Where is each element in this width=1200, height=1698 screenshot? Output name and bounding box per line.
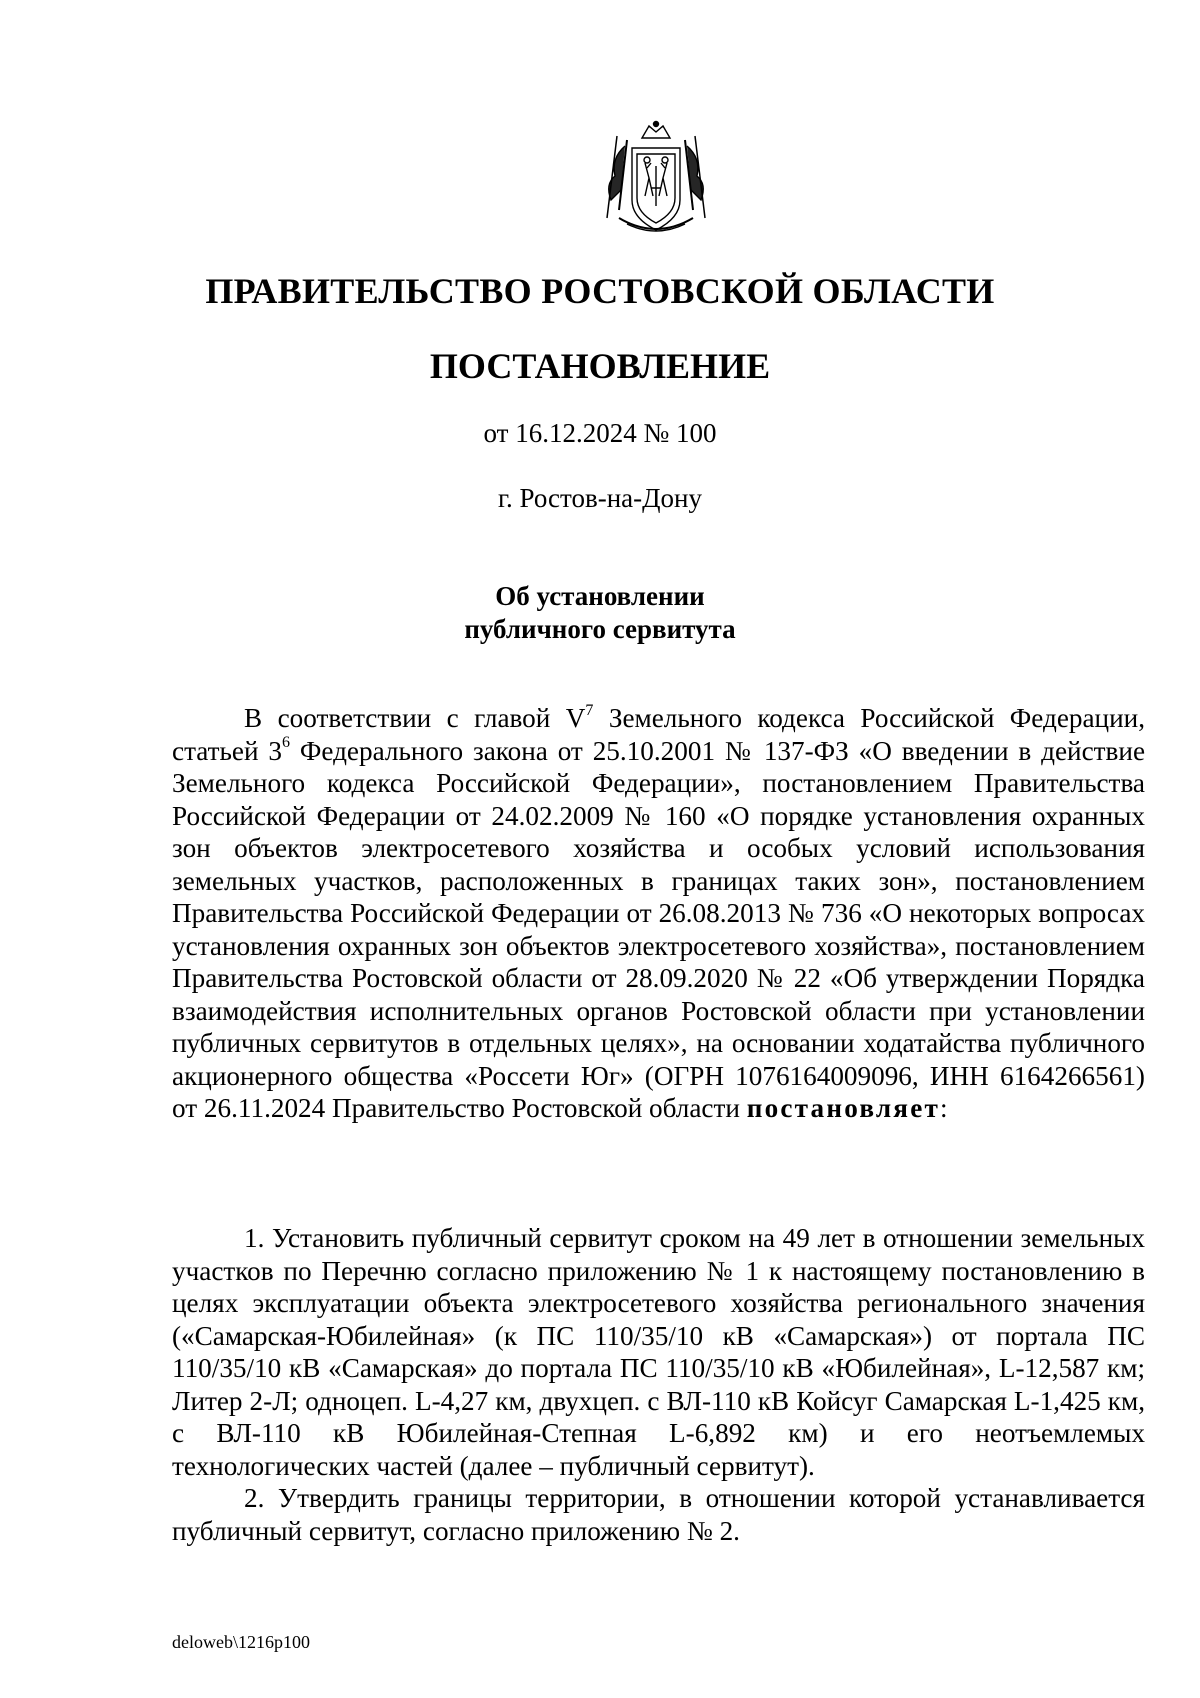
item-1-paragraph [172,1222,1145,1482]
decree-colon: : [940,1093,948,1123]
preamble-text-c: Федерального закона от 25.10.2001 № 137-ФЗ «О введении в действие Земельного кодекса Российской Федерации», постановлением Правительства Российской Федерации от 24.02.2009 № 160 «О порядке установления охранных зон объектов электросетевого хозяйства и особых условий использования земельных участков, расположенных в границах таких зон», постановлением Правительства Российской Федерации от 26.08.2013 № 736 «О некоторых вопросах установления охранных зон объектов электросетевого хозяйства», постановлением Правительства Ростовской области от 28.09.2020 № 22 «Об утверждении Порядка взаимодействия исполнительных органов Ростовской области при установлении публичных сервитутов в отдельных целях», на основании ходатайства публичного акционерного общества «Россети Юг» (ОГРН 1076164009096, ИНН 6164266561) от 26.11.2024 Правительство Ростовской области [172,735,1146,1123]
superscript-6: 6 [282,734,291,752]
subject-line-2: публичного сервитута [464,614,736,644]
preamble-text-b: Земельного кодекса Российской Федерации, статьей 3 [172,703,1145,766]
document-city: г. Ростов-на-Дону [497,483,702,513]
subject-line-1: Об установлении [495,581,705,611]
preamble-text-a: В соответствии с главой V [244,703,586,733]
document-subject [0,580,1200,646]
item-2-paragraph [172,1482,1145,1547]
coat-of-arms-emblem [597,118,715,240]
item-2-text: 2. Утвердить границы территории, в отношении которой устанавливается публичный сервитут, согласно приложению № 2. [172,1483,1145,1546]
superscript-7: 7 [585,701,594,719]
preamble-paragraph [172,702,1145,1125]
decree-word: постановляет [746,1093,941,1123]
document-type: ПОСТАНОВЛЕНИЕ [429,346,771,386]
item-1-text: 1. Установить публичный сервитут сроком на 49 лет в отношении земельных участков по Перечню согласно приложению № 1 к настоящему постановлению в целях эксплуатации объекта электросетевого хозяйства регионального значения («Самарская-Юбилейная» (к ПС 110/35/10 кВ «Самарская») от портала ПС 110/35/10 кВ «Самарская» до портала ПС 110/35/10 кВ «Юбилейная», L-12,587 км; Литер 2-Л; одноцеп. L-4,27 км, двухцеп. с ВЛ-110 кВ Койсуг Самарская L-1,425 км, с ВЛ-110 кВ Юбилейная-Степная L-6,892 км) и его неотъемлемых технологических частей (далее – публичный сервитут). [172,1223,1145,1481]
organization-title: ПРАВИТЕЛЬСТВО РОСТОВСКОЙ ОБЛАСТИ [205,271,995,311]
document-date-number: от 16.12.2024 № 100 [483,418,717,448]
file-code-footer: deloweb\1216p100 [172,1632,310,1652]
